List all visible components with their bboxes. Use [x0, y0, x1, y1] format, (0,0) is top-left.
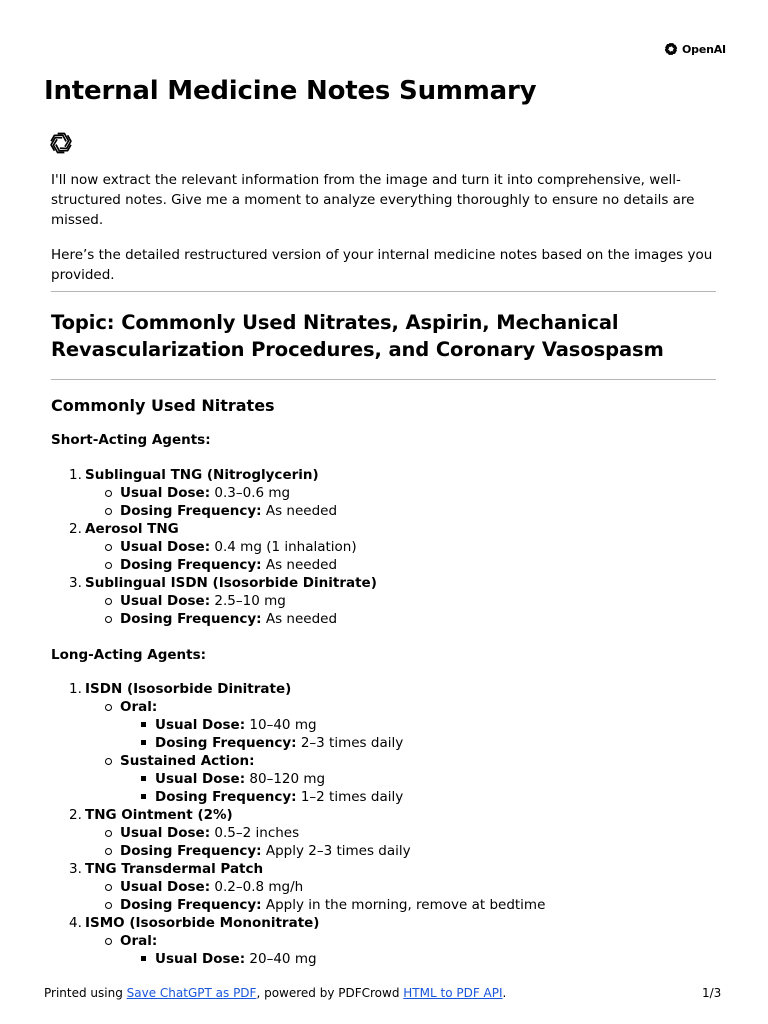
hollow-bullet-icon	[105, 884, 112, 891]
dose-label: Usual Dose:	[155, 771, 246, 787]
frequency-label: Dosing Frequency:	[120, 611, 262, 627]
hollow-bullet-icon	[105, 562, 112, 569]
drug-name: ISMO (Isosorbide Mononitrate)	[85, 915, 320, 931]
chatgpt-logo-icon	[47, 129, 75, 157]
intro-paragraph: I'll now extract the relevant information from the image and turn it into comprehensive, well-structured notes. Give me a moment to analyze everything thoroughly to ensure no details are missed.	[51, 172, 695, 228]
dose-value: 20–40 mg	[245, 951, 317, 967]
dose-value: 0.2–0.8 mg/h	[210, 879, 304, 895]
dose-value: 0.5–2 inches	[210, 825, 300, 841]
dose-label: Usual Dose:	[155, 717, 246, 733]
openai-logo-icon	[663, 41, 679, 57]
list-item	[51, 466, 716, 520]
square-bullet-icon	[141, 776, 146, 781]
section-heading: Commonly Used Nitrates	[51, 396, 275, 415]
drug-name: ISDN (Isosorbide Dinitrate)	[85, 681, 292, 697]
divider	[51, 291, 716, 292]
brand-header	[663, 41, 726, 57]
hollow-bullet-icon	[105, 848, 112, 855]
page-title: Internal Medicine Notes Summary	[44, 76, 537, 106]
topic-heading: Topic: Commonly Used Nitrates, Aspirin, Mechanical Revascularization Procedures, and Coronary Vasospasm	[51, 311, 664, 361]
list-number: 3.	[69, 861, 82, 877]
frequency-value: 1–2 times daily	[296, 789, 404, 805]
dose-label: Usual Dose:	[120, 879, 211, 895]
dose-label: Usual Dose:	[120, 485, 211, 501]
square-bullet-icon	[141, 956, 146, 961]
frequency-label: Dosing Frequency:	[120, 897, 262, 913]
route-label: Oral:	[120, 699, 158, 715]
list-item	[51, 860, 716, 914]
hollow-bullet-icon	[105, 758, 112, 765]
dose-value: 2.5–10 mg	[210, 593, 286, 609]
frequency-value: As needed	[261, 503, 338, 519]
list-number: 2.	[69, 521, 82, 537]
hollow-bullet-icon	[105, 938, 112, 945]
html-to-pdf-api-link[interactable]: HTML to PDF API	[403, 986, 503, 1000]
dose-value: 10–40 mg	[245, 717, 317, 733]
drug-name: Sublingual ISDN (Isosorbide Dinitrate)	[85, 575, 377, 591]
footer-prefix: Printed using	[44, 986, 127, 1000]
list-item	[51, 680, 716, 806]
print-footer	[44, 986, 506, 1000]
square-bullet-icon	[141, 794, 146, 799]
dose-value: 0.3–0.6 mg	[210, 485, 291, 501]
long-acting-list	[51, 680, 716, 968]
dose-label: Usual Dose:	[120, 593, 211, 609]
hollow-bullet-icon	[105, 490, 112, 497]
frequency-label: Dosing Frequency:	[120, 503, 262, 519]
list-item	[51, 520, 716, 574]
list-number: 1.	[69, 467, 82, 483]
dose-label: Usual Dose:	[120, 825, 211, 841]
dose-value: 0.4 mg (1 inhalation)	[210, 539, 357, 555]
route-label: Sustained Action:	[120, 753, 255, 769]
hollow-bullet-icon	[105, 616, 112, 623]
footer-middle: , powered by PDFCrowd	[256, 986, 404, 1000]
frequency-value: Apply 2–3 times daily	[261, 843, 411, 859]
short-acting-list	[51, 466, 716, 628]
hollow-bullet-icon	[105, 598, 112, 605]
save-chatgpt-as-pdf-link[interactable]: Save ChatGPT as PDF	[126, 986, 257, 1000]
frequency-value: Apply in the morning, remove at bedtime	[261, 897, 546, 913]
footer-suffix: .	[502, 986, 507, 1000]
list-item	[51, 806, 716, 860]
square-bullet-icon	[141, 722, 146, 727]
list-item	[51, 574, 716, 628]
drug-name: TNG Ointment (2%)	[85, 807, 233, 823]
brand-name: OpenAI	[682, 42, 726, 56]
hollow-bullet-icon	[105, 704, 112, 711]
hollow-bullet-icon	[105, 508, 112, 515]
subsection-heading-long-acting: Long-Acting Agents:	[51, 647, 207, 663]
list-number: 4.	[69, 915, 82, 931]
drug-name: TNG Transdermal Patch	[85, 861, 264, 877]
list-item	[51, 914, 716, 968]
drug-name: Sublingual TNG (Nitroglycerin)	[85, 467, 319, 483]
hollow-bullet-icon	[105, 830, 112, 837]
frequency-value: As needed	[261, 611, 338, 627]
square-bullet-icon	[141, 740, 146, 745]
dose-value: 80–120 mg	[245, 771, 326, 787]
frequency-value: 2–3 times daily	[296, 735, 404, 751]
page-number: 1/3	[702, 986, 722, 1000]
frequency-label: Dosing Frequency:	[120, 557, 262, 573]
dose-label: Usual Dose:	[155, 951, 246, 967]
note-content	[51, 170, 716, 968]
list-number: 3.	[69, 575, 82, 591]
frequency-label: Dosing Frequency:	[120, 843, 262, 859]
list-number: 1.	[69, 681, 82, 697]
divider	[51, 379, 716, 380]
drug-name: Aerosol TNG	[85, 521, 179, 537]
dose-label: Usual Dose:	[120, 539, 211, 555]
hollow-bullet-icon	[105, 544, 112, 551]
subsection-heading-short-acting: Short-Acting Agents:	[51, 432, 211, 448]
hollow-bullet-icon	[105, 902, 112, 909]
frequency-value: As needed	[261, 557, 338, 573]
frequency-label: Dosing Frequency:	[155, 789, 297, 805]
list-number: 2.	[69, 807, 82, 823]
route-label: Oral:	[120, 933, 158, 949]
intro-paragraph: Here’s the detailed restructured version of your internal medicine notes based on the images you provided.	[51, 247, 713, 283]
frequency-label: Dosing Frequency:	[155, 735, 297, 751]
